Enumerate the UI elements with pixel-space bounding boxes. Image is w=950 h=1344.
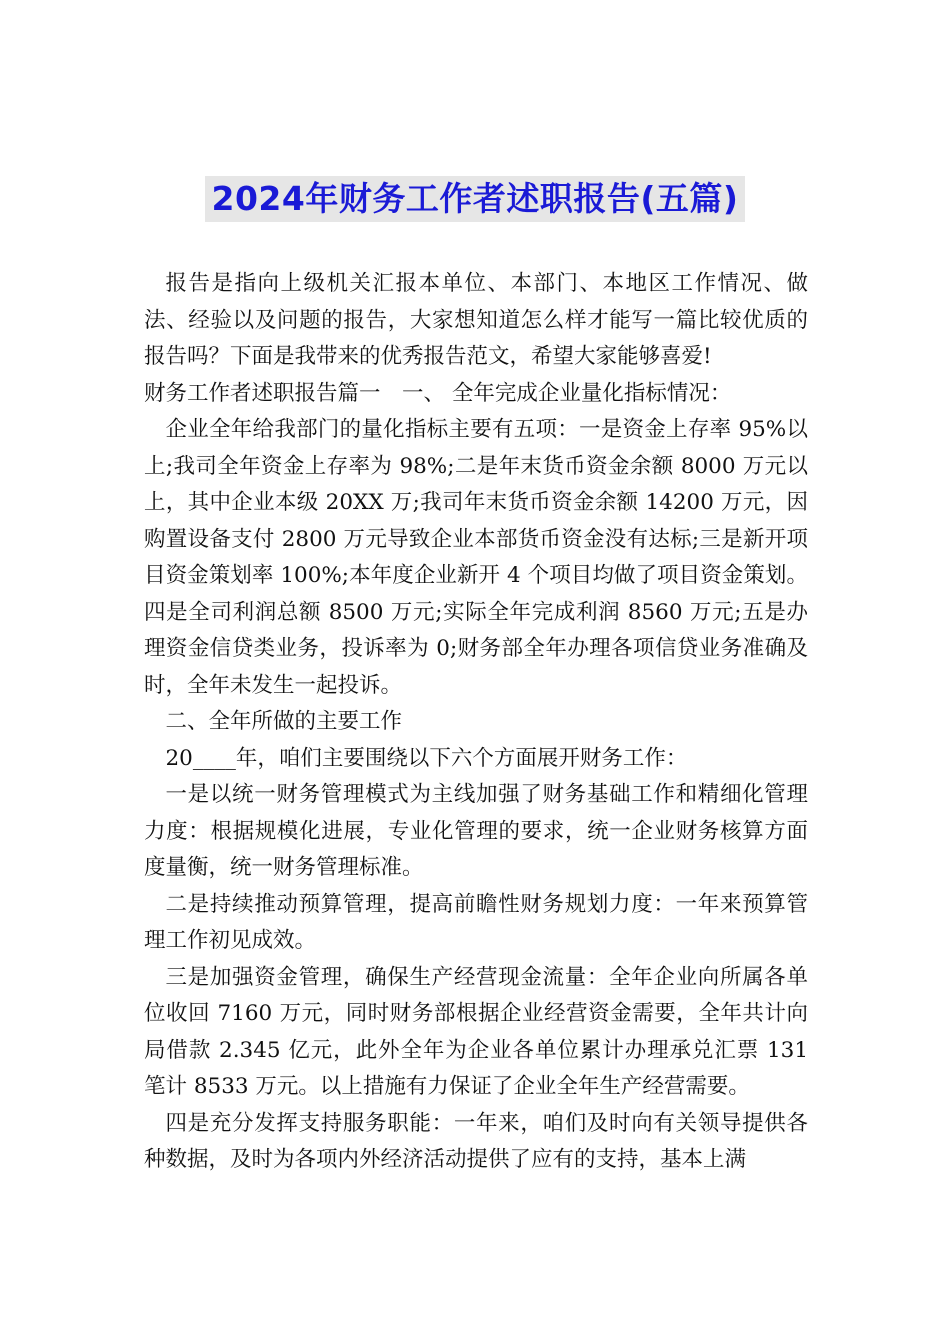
paragraph-year-intro: 20____年，咱们主要围绕以下六个方面展开财务工作： xyxy=(165,745,688,771)
document-body xyxy=(144,266,808,1179)
paragraph-item-two: 二是持续推动预算管理，提高前瞻性财务规划力度：一年来预算管理工作初见成效。 xyxy=(144,891,808,953)
document-title: 2024年财务工作者述职报告(五篇) xyxy=(205,176,744,222)
title-container xyxy=(0,176,950,222)
paragraph-item-one: 一是以统一财务管理模式为主线加强了财务基础工作和精细化管理力度：根据规模化进展，专业化管理的要求，统一企业财务核算方面度量衡，统一财务管理标准。 xyxy=(144,782,808,880)
paragraph-section-heading: 财务工作者述职报告篇一 一、 全年完成企业量化指标情况： xyxy=(144,380,732,406)
paragraph-indicators: 企业全年给我部门的量化指标主要有五项：一是资金上存率 95%以上;我司全年资金上存率为 98%;二是年末货币资金余额 8000 万元以上，其中企业本级 20XX 万;我司年末货币资金余额 14200 万元，因购置设备支付 2800 万元导致企业本部货币资金没有达标;三是新开项目资金策划率 100%;本年度企业新开 4 个项目均做了项目资金策划。四是全司利润总额 8500 万元;实际全年完成利润 8560 万元;五是办理资金信贷类业务，投诉率为 0;财务部全年办理各项信贷业务准确及时，全年未发生一起投诉。 xyxy=(144,417,808,698)
paragraph-item-three: 三是加强资金管理，确保生产经营现金流量：全年企业向所属各单位收回 7160 万元，同时财务部根据企业经营资金需要，全年共计向局借款 2.345 亿元，此外全年为企业各单位累计办理承兑汇票 131 笔计 8533 万元。以上措施有力保证了企业全年生产经营需要。 xyxy=(144,964,808,1099)
paragraph-main-work-heading: 二、全年所做的主要工作 xyxy=(165,709,403,734)
paragraph-item-four: 四是充分发挥支持服务职能：一年来，咱们及时向有关领导提供各种数据，及时为各项内外经济活动提供了应有的支持，基本上满 xyxy=(144,1110,808,1172)
paragraph-intro: 报告是指向上级机关汇报本单位、本部门、本地区工作情况、做法、经验以及问题的报告，大家想知道怎么样才能写一篇比较优质的报告吗？下面是我带来的优秀报告范文，希望大家能够喜爱! xyxy=(144,271,808,369)
